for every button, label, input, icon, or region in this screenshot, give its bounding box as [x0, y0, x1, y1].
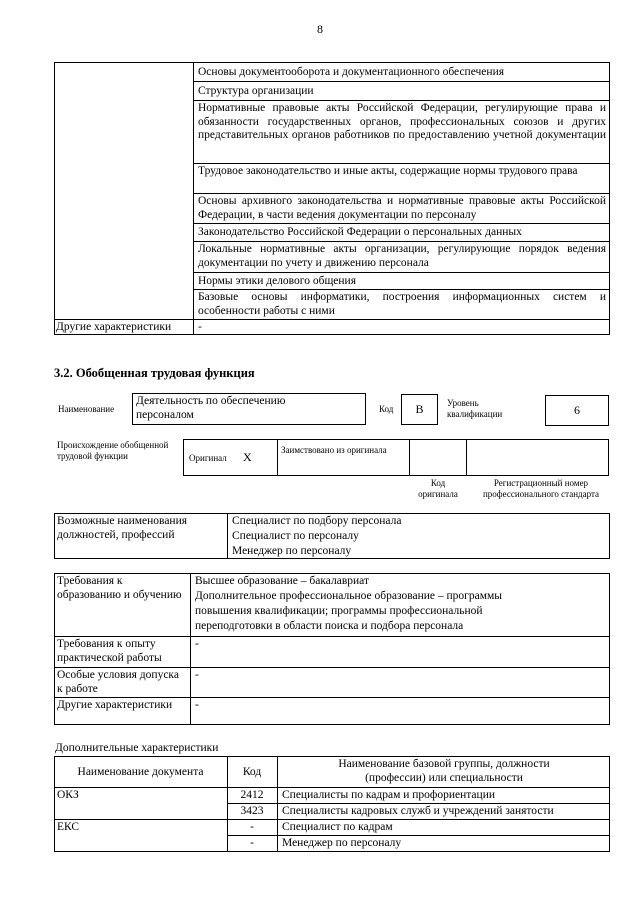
original-label: Оригинал: [189, 453, 227, 463]
reg-number-caption: Регистрационный номер профессионального стандарта: [482, 478, 600, 499]
row-doc: ОКЗ: [57, 789, 79, 801]
additional-title: Дополнительные характеристики: [55, 742, 219, 754]
header-code: Код: [242, 766, 262, 778]
education-line: Высшее образование – бакалавриат: [195, 575, 369, 587]
row-doc: ЕКС: [57, 821, 80, 833]
position-item: Менеджер по персоналу: [232, 545, 352, 557]
original-mark: X: [243, 450, 252, 464]
conditions-label: Особые условия допуска к работе: [57, 669, 179, 695]
row-name: Специалисты по кадрам и профориентации: [282, 789, 496, 801]
education-label: Требования к образованию и обучению: [57, 575, 182, 601]
education-line: переподготовки в области поиска и подбора персонала: [195, 620, 464, 632]
education-line: Дополнительное профессиональное образование – программы: [195, 590, 502, 602]
knowledge-item: Нормы этики делового общения: [198, 275, 357, 287]
other-characteristics-label: Другие характеристики: [56, 321, 172, 333]
knowledge-item: Нормативные правовые акты Российской Федерации, регулирующие права и обязанности государственных органов, профессиональных союзов и других представительных органов работников по предоставлению учетной документации: [198, 102, 606, 142]
education-line: повышения квалификации; программы профессиональной: [195, 605, 483, 617]
page-number: 8: [317, 22, 323, 36]
origin-label: Происхождение обобщенной трудовой функции: [57, 440, 169, 461]
position-item: Специалист по персоналу: [232, 530, 359, 542]
qualification-level-value: 6: [574, 403, 580, 417]
row-name: Менеджер по персоналу: [282, 837, 402, 849]
knowledge-item: Структура организации: [198, 85, 314, 97]
knowledge-item: Основы архивного законодательства и нормативные правовые акты Российской Федерации, в части ведения документации по персоналу: [198, 195, 606, 221]
positions-label: Возможные наименования должностей, профессий: [57, 515, 188, 541]
knowledge-item: Базовые основы информатики, построения информационных систем и особенности работы с ними: [198, 291, 606, 317]
row-name: Специалист по кадрам: [282, 821, 393, 833]
experience-label: Требования к опыту практической работы: [57, 638, 162, 664]
section-title: 3.2. Обобщенная трудовая функция: [54, 366, 255, 380]
function-code: B: [415, 402, 424, 416]
code-label: Код: [379, 404, 394, 414]
conditions-value: -: [195, 669, 199, 681]
function-name: Деятельность по обеспечению персоналом: [136, 395, 286, 421]
header-group-name: Наименование базовой группы, должности (профессии) или специальности: [338, 758, 550, 784]
name-label: Наименование: [58, 404, 115, 414]
qualification-level-label: Уровень квалификации: [447, 398, 503, 419]
req-other-value: -: [195, 699, 199, 711]
knowledge-item: Локальные нормативные акты организации, регулирующие порядок ведения документации по учету и движению персонала: [198, 243, 606, 269]
knowledge-item: Трудовое законодательство и иные акты, содержащие нормы трудового права: [198, 165, 578, 177]
knowledge-item: Основы документооборота и документационного обеспечения: [198, 66, 505, 78]
row-code: -: [250, 837, 254, 849]
row-code: 3423: [240, 805, 264, 817]
other-characteristics-value: -: [198, 321, 202, 333]
borrowed-label: Заимствовано из оригинала: [281, 445, 387, 455]
row-code: -: [250, 821, 254, 833]
position-item: Специалист по подбору персонала: [232, 515, 402, 527]
code-original-caption: Код оригинала: [418, 478, 458, 499]
row-name: Специалисты кадровых служб и учреждений занятости: [282, 805, 554, 817]
req-other-label: Другие характеристики: [57, 699, 173, 711]
header-document: Наименование документа: [77, 766, 204, 778]
row-code: 2412: [240, 789, 264, 801]
experience-value: -: [195, 638, 199, 650]
knowledge-item: Законодательство Российской Федерации о персональных данных: [198, 226, 522, 238]
